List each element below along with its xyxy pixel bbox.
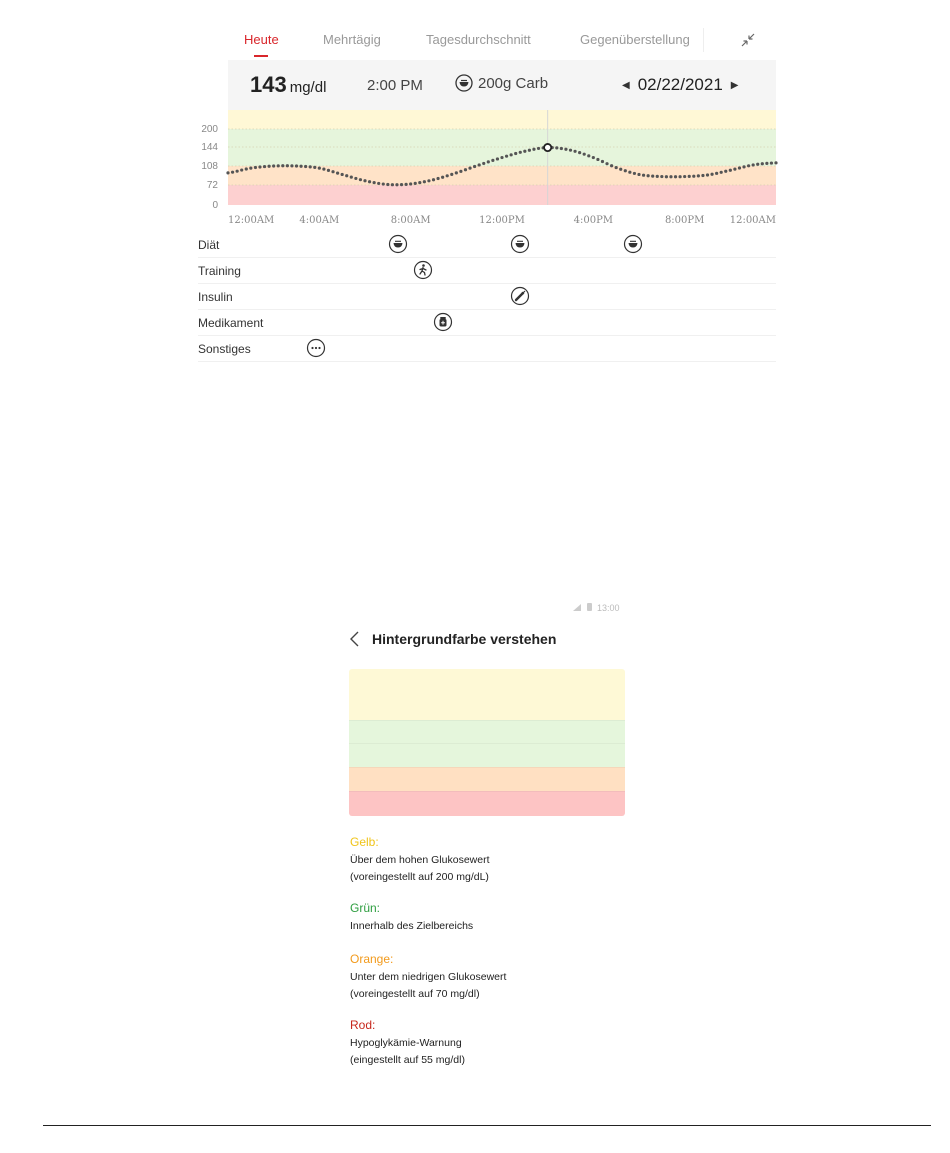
glucose-point — [569, 149, 572, 152]
glucose-point — [610, 164, 613, 167]
legend-orange — [350, 952, 670, 1003]
glucose-value: 143 — [250, 72, 287, 97]
tab-mehrtaegig-label: Mehrtägig — [323, 32, 381, 47]
glucose-point — [505, 155, 508, 158]
meal-icon[interactable] — [510, 234, 530, 254]
glucose-point — [720, 171, 723, 174]
glucose-point — [665, 175, 668, 178]
legend-heading: Rod: — [350, 1018, 376, 1032]
legend-description — [350, 969, 670, 1003]
glucose-point — [446, 174, 449, 177]
glucose-point — [738, 166, 741, 169]
legend-line: Hypoglykämie-Warnung — [350, 1037, 462, 1049]
glucose-point — [583, 153, 586, 156]
glucose-point — [774, 161, 777, 164]
glucose-point — [436, 177, 439, 180]
next-day-arrow-icon[interactable]: ▶ — [730, 80, 739, 91]
glucose-point — [651, 174, 654, 177]
glucose-point — [427, 179, 430, 182]
glucose-point — [386, 183, 389, 186]
glucose-point — [679, 175, 682, 178]
meal-icon[interactable] — [388, 234, 408, 254]
x-tick-label: 8:00AM — [390, 215, 431, 226]
glucose-point — [354, 177, 357, 180]
event-row-other — [198, 336, 776, 362]
legend-yellow — [350, 835, 670, 886]
y-tick-label: 108 — [201, 161, 218, 172]
glucose-point — [254, 166, 257, 169]
event-row-diet — [198, 232, 776, 258]
legend-heading: Gelb: — [350, 835, 379, 849]
event-log — [198, 232, 776, 362]
glucose-point — [405, 183, 408, 186]
glucose-point — [619, 168, 622, 171]
glucose-point — [368, 180, 371, 183]
glucose-point — [592, 156, 595, 159]
event-row-training — [198, 258, 776, 284]
glucose-point — [450, 173, 453, 176]
active-tab-indicator — [254, 55, 268, 57]
glucose-point — [752, 163, 755, 166]
date-navigator — [622, 75, 739, 95]
glucose-point — [263, 165, 266, 168]
glucose-point — [692, 175, 695, 178]
glucose-point — [231, 171, 234, 174]
glucose-point — [295, 164, 298, 167]
y-tick-label: 0 — [212, 200, 218, 211]
swatch-yellow — [349, 669, 625, 720]
selected-point-marker — [544, 144, 551, 151]
glucose-point — [464, 168, 467, 171]
more-icon[interactable] — [306, 338, 326, 358]
glucose-point — [468, 167, 471, 170]
glucose-point — [414, 182, 417, 185]
glucose-point — [555, 146, 558, 149]
glucose-point — [674, 175, 677, 178]
glucose-point — [478, 163, 481, 166]
glucose-point — [331, 170, 334, 173]
glucose-point — [473, 165, 476, 168]
glucose-point — [496, 157, 499, 160]
glucose-point — [701, 174, 704, 177]
glucose-point — [236, 170, 239, 173]
glucose-point — [747, 164, 750, 167]
glucose-point — [318, 167, 321, 170]
current-date: 02/22/2021 — [637, 75, 723, 94]
reading-time: 2:00 PM — [367, 77, 423, 94]
tab-gegenueberstellung-label: Gegenüberstellung — [580, 32, 690, 47]
glucose-point — [245, 167, 248, 170]
event-row-label: Medikament — [198, 316, 264, 330]
glucose-point — [281, 164, 284, 167]
glucose-point — [560, 147, 563, 150]
event-row-label: Sonstiges — [198, 342, 251, 356]
glucose-point — [523, 150, 526, 153]
carb-info — [455, 74, 548, 92]
previous-day-arrow-icon[interactable]: ◀ — [622, 80, 630, 91]
glucose-point — [742, 165, 745, 168]
glucose-point — [304, 165, 307, 168]
glucose-point — [587, 154, 590, 157]
glucose-point — [656, 175, 659, 178]
legend-heading: Orange: — [350, 952, 394, 966]
glucose-point — [377, 182, 380, 185]
glucose-point — [487, 160, 490, 163]
exercise-icon[interactable] — [413, 260, 433, 280]
glucose-point — [290, 164, 293, 167]
glucose-point — [341, 173, 344, 176]
x-tick-label: 12:00AM — [228, 215, 275, 226]
glucose-point — [455, 171, 458, 174]
status-time: 13:00 — [597, 603, 620, 613]
battery-icon — [587, 603, 592, 611]
glucose-point — [669, 175, 672, 178]
glucose-point — [491, 159, 494, 162]
glucose-point — [688, 175, 691, 178]
legend-line: Über dem hohen Glukosewert — [350, 854, 490, 866]
glucose-point — [322, 168, 325, 171]
glucose-point — [258, 165, 261, 168]
glucose-point — [532, 148, 535, 151]
glucose-point — [309, 165, 312, 168]
swatch-red — [349, 791, 625, 816]
collapse-icon[interactable] — [738, 30, 758, 50]
glucose-point — [226, 171, 229, 174]
band-high — [228, 110, 776, 129]
legend-green — [350, 901, 670, 935]
glucose-point — [637, 173, 640, 176]
glucose-point — [400, 183, 403, 186]
legend-description — [350, 1035, 670, 1069]
band-target-upper — [228, 129, 776, 147]
glucose-point — [756, 163, 759, 166]
page-title: Hintergrundfarbe verstehen — [372, 631, 557, 647]
glucose-point — [359, 178, 362, 181]
glucose-point — [240, 168, 243, 171]
glucose-point — [647, 174, 650, 177]
glucose-point — [409, 182, 412, 185]
x-tick-label: 4:00AM — [299, 215, 340, 226]
meal-icon[interactable] — [623, 234, 643, 254]
glucose-point — [350, 176, 353, 179]
glucose-point — [500, 156, 503, 159]
glucose-point — [628, 171, 631, 174]
y-tick-label: 144 — [201, 142, 218, 153]
glucose-point — [432, 178, 435, 181]
glucose-point — [272, 164, 275, 167]
tab-tagesdurchschnitt[interactable] — [426, 32, 531, 47]
y-tick-label: 72 — [206, 180, 218, 191]
glucose-point — [729, 169, 732, 172]
glucose-reading — [250, 72, 326, 98]
event-row-label: Insulin — [198, 290, 233, 304]
legend-line: (voreingestellt auf 200 mg/dL) — [350, 871, 489, 883]
glucose-point — [733, 168, 736, 171]
glucose-point — [482, 162, 485, 165]
meal-icon — [455, 74, 473, 92]
x-tick-label: 4:00PM — [573, 215, 614, 226]
carb-value: 200g Carb — [478, 75, 549, 92]
glucose-point — [363, 179, 366, 182]
glucose-point — [765, 162, 768, 165]
glucose-point — [268, 165, 271, 168]
glucose-point — [345, 174, 348, 177]
swatch-green-lower — [349, 743, 625, 768]
glucose-point — [660, 175, 663, 178]
y-tick-label: 200 — [201, 124, 218, 135]
tab-gegenueberstellung[interactable] — [580, 32, 690, 47]
glucose-point — [528, 149, 531, 152]
glucose-point — [441, 176, 444, 179]
event-row-medication — [198, 310, 776, 336]
glucose-point — [373, 181, 376, 184]
reading-info-bar — [228, 60, 776, 110]
glucose-point — [596, 158, 599, 161]
glucose-point — [418, 181, 421, 184]
tab-heute[interactable] — [244, 32, 279, 47]
tab-mehrtaegig[interactable] — [323, 32, 381, 47]
glucose-point — [564, 148, 567, 151]
glucose-point — [423, 180, 426, 183]
tab-bar — [228, 22, 776, 58]
color-swatch-panel — [349, 669, 625, 816]
swatch-green-upper — [349, 720, 625, 744]
x-tick-label: 12:00PM — [479, 215, 525, 226]
glucose-point — [601, 160, 604, 163]
glucose-point — [395, 183, 398, 186]
glucose-point — [313, 166, 316, 169]
event-row-label: Training — [198, 264, 241, 278]
legend-red — [350, 1018, 670, 1069]
glucose-point — [683, 175, 686, 178]
glucose-point — [724, 170, 727, 173]
glucose-point — [277, 164, 280, 167]
glucose-point — [706, 173, 709, 176]
glucose-point — [459, 170, 462, 173]
insulin-icon[interactable] — [510, 286, 530, 306]
glucose-point — [382, 182, 385, 185]
glucose-point — [336, 172, 339, 175]
glucose-point — [633, 172, 636, 175]
back-arrow-icon[interactable] — [348, 630, 362, 648]
signal-icon — [573, 604, 581, 611]
status-bar — [573, 603, 620, 613]
glucose-point — [615, 166, 618, 169]
legend-line: Innerhalb des Zielbereichs — [350, 920, 474, 932]
swatch-orange — [349, 767, 625, 792]
glucose-point — [715, 172, 718, 175]
glucose-point — [391, 183, 394, 186]
x-tick-label: 8:00PM — [664, 215, 705, 226]
glucose-unit: mg/dl — [289, 79, 327, 96]
legend-heading: Grün: — [350, 901, 381, 915]
x-tick-label: 12:00AM — [729, 215, 776, 226]
medication-icon[interactable] — [433, 312, 453, 332]
legend-line: (eingestellt auf 55 mg/dl) — [350, 1054, 465, 1066]
glucose-point — [249, 167, 252, 170]
glucose-chart[interactable] — [190, 110, 780, 230]
glucose-point — [537, 147, 540, 150]
tab-heute-label: Heute — [244, 32, 279, 47]
divider-line — [43, 1125, 931, 1126]
glucose-point — [605, 162, 608, 165]
glucose-point — [710, 173, 713, 176]
glucose-point — [624, 169, 627, 172]
tab-tagesdurchschnitt-label: Tagesdurchschnitt — [426, 32, 531, 47]
glucose-point — [286, 164, 289, 167]
glucose-point — [327, 169, 330, 172]
glucose-point — [299, 165, 302, 168]
glucose-point — [697, 174, 700, 177]
glucose-point — [510, 153, 513, 156]
event-row-insulin — [198, 284, 776, 310]
glucose-point — [770, 161, 773, 164]
event-row-label: Diät — [198, 238, 220, 252]
legend-line: Unter dem niedrigen Glukosewert — [350, 971, 507, 983]
glucose-point — [514, 152, 517, 155]
legend-description — [350, 852, 670, 886]
band-hypo — [228, 185, 776, 205]
glucose-point — [519, 151, 522, 154]
glucose-point — [578, 151, 581, 154]
glucose-point — [573, 150, 576, 153]
tab-divider — [703, 28, 704, 52]
legend-description — [350, 918, 670, 935]
legend-line: (voreingestellt auf 70 mg/dl) — [350, 988, 480, 1000]
glucose-point — [642, 174, 645, 177]
glucose-point — [761, 162, 764, 165]
